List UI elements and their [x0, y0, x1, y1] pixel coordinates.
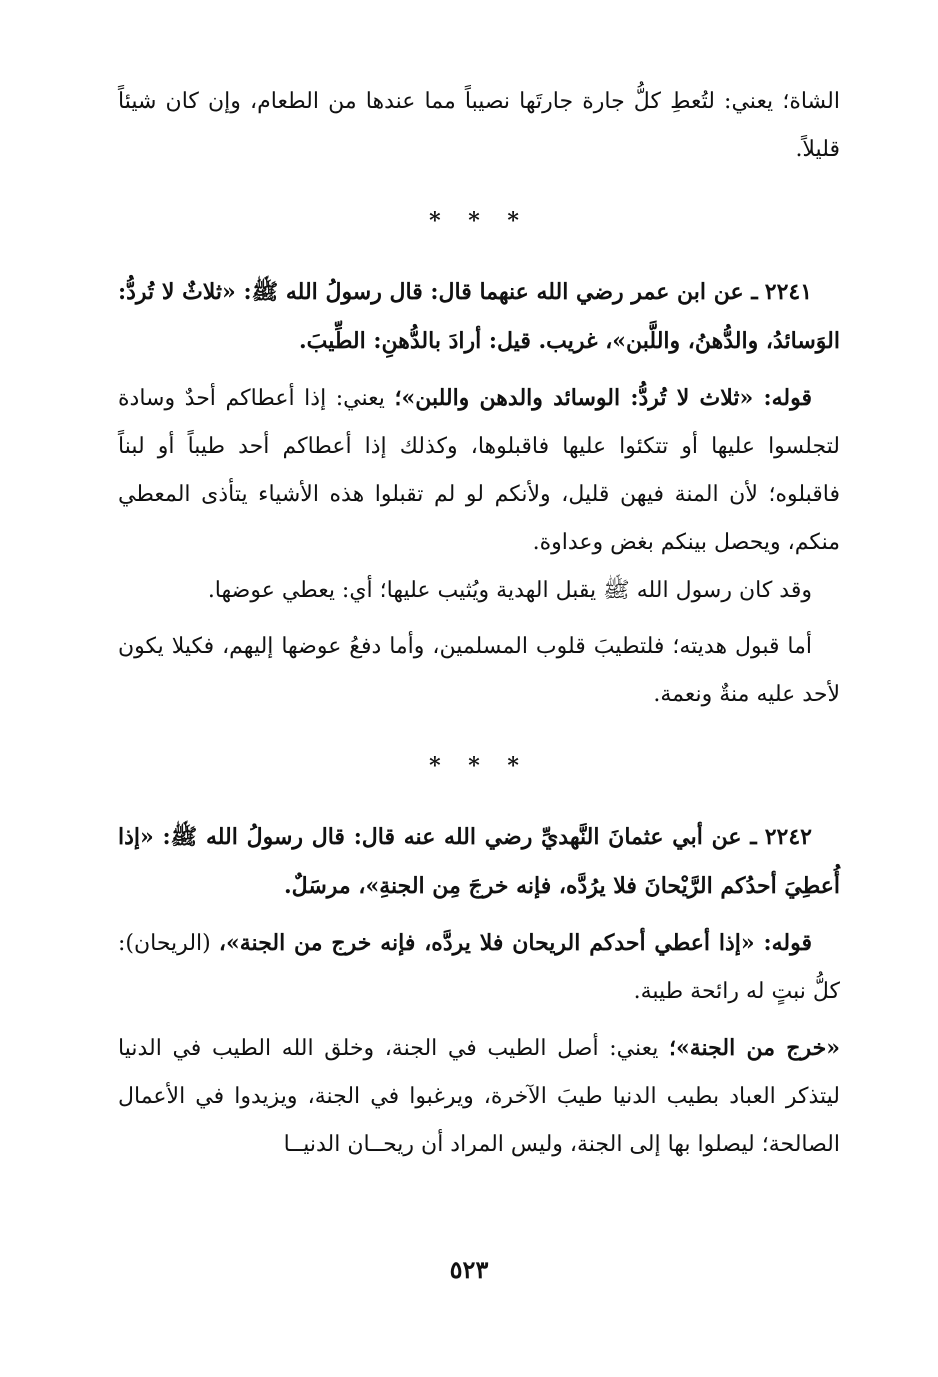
hadith-2241-commentary-3 — [118, 623, 840, 719]
commentary-body: يعني: أصل الطيب في الجنة، وخلق الله الطيب في الدنيا ليتذكر العباد بطيب الدنيا طيبَ الآخرة، ويرغبوا في الجنة، ويزيدوا في الأعمال الصالحة؛ ليصلوا بها إلى الجنة، وليس المراد أن ريحــان الدنيــا — [118, 1036, 840, 1157]
commentary-lead: قوله: «إذا أعطي أحدكم الريحان فلا يردَّه، فإنه خرج من الجنة»، — [218, 930, 812, 956]
hadith-2242-commentary-1 — [118, 919, 840, 1016]
commentary-body: (الريحان): كلُّ نبتٍ له رائحة طيبة. — [118, 931, 840, 1004]
section-separator-1: * * * — [429, 208, 529, 234]
commentary-body: أما قبول هديته؛ فلتطيبَ قلوب المسلمين، وأما دفعُ عوضها إليهم، فكيلا يكون لأحد عليه منةٌ ونعمة. — [118, 634, 840, 707]
intro-paragraph — [118, 78, 840, 174]
hadith-2241-number: ٢٢٤١ — [764, 279, 813, 305]
hadith-2241-narration: ـ عن ابن عمر رضي الله عنهما قال: قال رسولُ الله ﷺ: «ثلاثٌ لا تُردُّ: الوَسائدُ، والدُّهنُ، واللَّبن»، — [118, 279, 840, 354]
page-body — [118, 78, 840, 1169]
hadith-2241-commentary-1 — [118, 374, 840, 567]
intro-text: الشاة؛ يعني: لتُعطِ كلُّ جارة جارتَها نصيباً مما عندها من الطعام، وإن كان شيئاً قليلاً. — [118, 89, 840, 162]
commentary-body: وقد كان رسول الله ﷺ يقبل الهدية ويُثيب عليها؛ أي: يعطي عوضها. — [207, 578, 812, 603]
hadith-2242-number: ٢٢٤٢ — [764, 824, 812, 850]
commentary-body: يعني: إذا أعطاكم أحدٌ وسادة لتجلسوا عليها أو تتكئوا عليها فاقبلوها، وكذلك إذا أعطاكم أحد طيباً أو لبناً فاقبلوه؛ لأن المنة فيهن قليل، ولأنكم لو لم تقبلوا هذه الأشياء يتأذى المعطي منكم، ويحصل بينكم بغض وعداوة. — [118, 386, 840, 555]
hadith-2241 — [118, 268, 840, 366]
hadith-2242-grading: مرسَلٌ. — [284, 873, 359, 899]
hadith-2242-commentary-2 — [118, 1024, 840, 1169]
hadith-2242-narration: ـ عن أبي عثمانَ النَّهديِّ رضي الله عنه قال: قال رسولُ الله ﷺ: «إذا أُعطِيَ أحدُكم الرَّيْحانَ فلا يرُدَّه، فإنه خرجَ مِن الجنةِ»، — [118, 824, 840, 899]
commentary-lead: قوله: «ثلاث لا تُردُّ: الوسائد والدهن واللبن»؛ — [394, 385, 812, 411]
hadith-2241-commentary-2 — [118, 567, 840, 615]
hadith-2242 — [118, 813, 840, 911]
commentary-lead: «خرج من الجنة»؛ — [668, 1035, 841, 1061]
page-number: ٥٢٣ — [449, 1255, 489, 1284]
hadith-2241-grading: غريب. قيل: أرادَ بالدُّهنِ: الطِّيبَ. — [298, 328, 606, 354]
section-separator-2: * * * — [429, 753, 529, 779]
